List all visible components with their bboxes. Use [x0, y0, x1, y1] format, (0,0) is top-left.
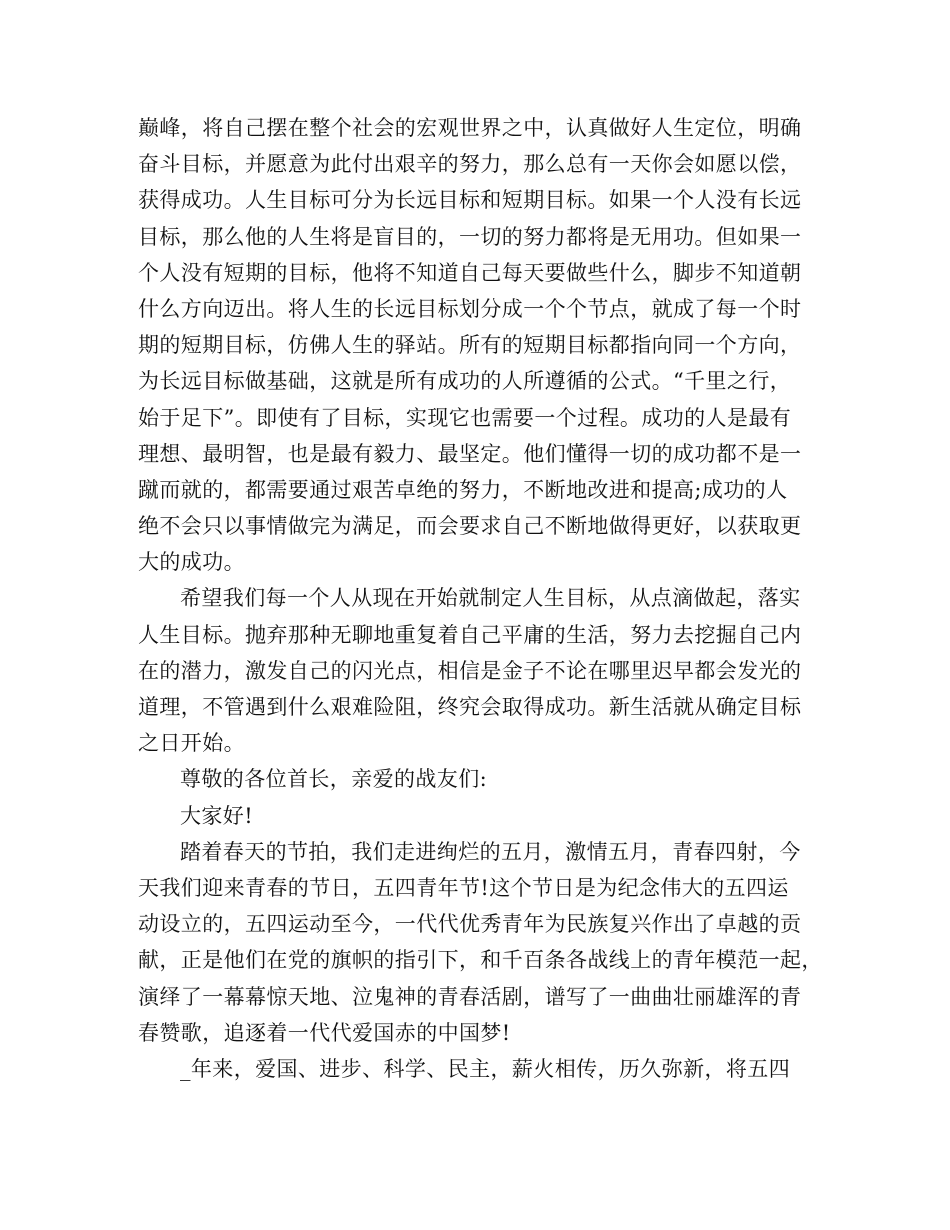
text-line: 演绎了一幕幕惊天地、泣鬼神的青春活剧，谱写了一曲曲壮丽雄浑的青	[138, 984, 802, 1009]
text-line: 天我们迎来青春的节日，五四青年节!这个节日是为纪念伟大的五四运	[138, 875, 789, 900]
text-line: 期的短期目标，仿佛人生的驿站。所有的短期目标都指向同一个方向，	[138, 333, 802, 358]
paragraph-first-line: _年来，爱国、进步、科学、民主，薪火相传，历久弥新，将五四	[180, 1056, 791, 1081]
text-line: 为长远目标做基础，这就是所有成功的人所遵循的公式。“千里之行，	[138, 369, 792, 394]
text-line: 人生目标。抛弃那种无聊地重复着自己平庸的生活，努力去挖掘自己内	[138, 622, 802, 647]
text-line: 绝不会只以事情做完为满足，而会要求自己不断地做得更好，以获取更	[138, 514, 802, 539]
text-line: 始于足下”。即使有了目标，实现它也需要一个过程。成功的人是最有	[138, 405, 792, 430]
text-line: 道理，不管遇到什么艰难险阻，终究会取得成功。新生活就从确定目标	[138, 695, 802, 719]
text-line: 之日开始。	[138, 731, 245, 756]
text-line: 大的成功。	[138, 550, 245, 575]
text-line: 蹴而就的，都需要通过艰苦卓绝的努力，不断地改进和提高;成功的人	[138, 477, 788, 502]
text-line: 献，正是他们在党的旗帜的指引下，和千百条各战线上的青年模范一起，	[138, 948, 823, 973]
text-line: 获得成功。人生目标可分为长远目标和短期目标。如果一个人没有长远	[138, 188, 802, 213]
text-line: 什么方向迈出。将人生的长远目标划分成一个个节点，就成了每一个时	[138, 296, 802, 321]
text-line: 奋斗目标，并愿意为此付出艰辛的努力，那么总有一天你会如愿以偿，	[138, 152, 802, 177]
salutation-line: 尊敬的各位首长，亲爱的战友们:	[180, 767, 488, 792]
paragraph-first-line: 希望我们每一个人从现在开始就制定人生目标，从点滴做起，落实	[180, 586, 801, 611]
text-line: 在的潜力，激发自己的闪光点，相信是金子不论在哪里迟早都会发光的	[138, 658, 802, 683]
document-body	[138, 110, 828, 1087]
greeting-line: 大家好!	[180, 803, 254, 828]
text-line: 理想、最明智，也是最有毅力、最坚定。他们懂得一切的成功都不是一	[138, 441, 802, 466]
text-line: 目标，那么他的人生将是盲目的，一切的努力都将是无用功。但如果一	[138, 224, 802, 249]
text-line: 春赞歌，追逐着一代代爱国赤的中国梦!	[138, 1020, 511, 1045]
paragraph-first-line: 踏着春天的节拍，我们走进绚烂的五月，激情五月，青春四射，今	[180, 839, 801, 864]
text-line: 动设立的，五四运动至今，一代代优秀青年为民族复兴作出了卓越的贡	[138, 912, 802, 937]
text-line: 个人没有短期的目标，他将不知道自己每天要做些什么，脚步不知道朝	[138, 260, 802, 285]
text-line: 巅峰，将自己摆在整个社会的宏观世界之中，认真做好人生定位，明确	[138, 116, 802, 140]
